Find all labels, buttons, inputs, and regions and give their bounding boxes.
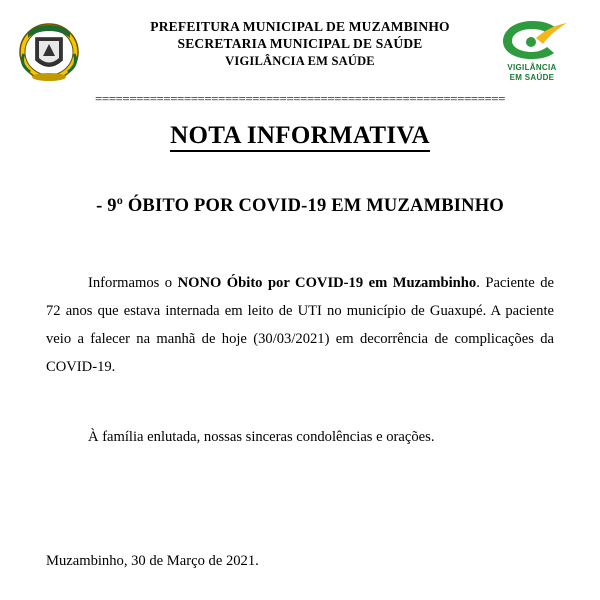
header-line-secretaria: SECRETARIA MUNICIPAL DE SAÚDE <box>177 36 423 51</box>
vigilancia-em-saude-logo <box>486 18 578 88</box>
header-line-prefeitura: PREFEITURA MUNICIPAL DE MUZAMBINHO <box>150 19 450 34</box>
body-paragraph <box>46 269 554 381</box>
page-title <box>46 122 554 150</box>
body-highlight: NONO Óbito por COVID-19 em Muzambinho <box>177 275 477 291</box>
logo-label-line2: EM SAÚDE <box>509 73 555 82</box>
coat-of-arms-icon <box>18 20 80 82</box>
document-header <box>46 18 557 90</box>
logo-mark-icon <box>495 18 569 62</box>
body-lead: Informamos o <box>88 275 178 291</box>
signature-line: Muzambinho, 30 de Março de 2021. <box>46 553 259 569</box>
body-rest: . Paciente de 72 anos que estava internada em leito de UTI no município de Guaxupé. A paciente veio a falecer na manhã de hoje (30/03/2021) em decorrência de complicações da COVID-19. <box>46 275 554 375</box>
header-titles <box>46 18 554 71</box>
header-divider: ============================================================ <box>95 92 505 106</box>
header-line-vigilancia: VIGILÂNCIA EM SAÚDE <box>225 54 375 68</box>
page-subtitle: - 9º ÓBITO POR COVID-19 EM MUZAMBINHO <box>96 196 504 216</box>
page-title-text: NOTA INFORMATIVA <box>170 122 430 152</box>
logo-label-line1: VIGILÂNCIA <box>507 63 557 72</box>
condolence-paragraph: À família enlutada, nossas sinceras condolências e orações. <box>88 429 435 445</box>
